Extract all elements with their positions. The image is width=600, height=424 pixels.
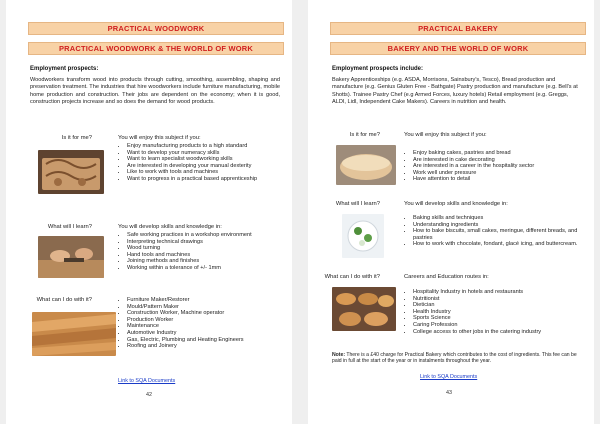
list-item: • Like to work with tools and machines xyxy=(127,169,287,176)
list-item: • Sports Science xyxy=(413,315,595,322)
list-item: • Want to learn specialist woodworking skills xyxy=(127,156,287,163)
list-item: • Roofing and Joinery xyxy=(127,343,292,350)
list-item: • Nutritionist xyxy=(413,296,595,303)
page-right xyxy=(308,0,594,424)
title-banner: PRACTICAL WOODWORK xyxy=(28,22,284,35)
question-what-will-i-learn: What will I learn? xyxy=(335,201,380,207)
q1-intro: You will enjoy this subject if you: xyxy=(118,135,201,141)
subtitle-banner: PRACTICAL WOODWORK & THE WORLD OF WORK xyxy=(28,42,284,55)
note-label: Note: xyxy=(332,352,346,358)
q3-intro: Careers and Education routes in: xyxy=(404,274,489,280)
list-item: • Joining methods and finishes xyxy=(127,258,287,265)
q3-list xyxy=(118,297,292,350)
pastries-photo xyxy=(332,287,396,331)
question-what-will-i-learn: What will I learn? xyxy=(47,224,92,230)
list-item: • Hospitality Industry in hotels and restaurants xyxy=(413,289,595,296)
list-item: • Wood turning xyxy=(127,245,287,252)
list-item: • Automotive Industry xyxy=(127,330,292,337)
question-is-it-for-me: Is it for me? xyxy=(61,135,92,141)
employment-text: Bakery Apprenticeships (e.g. ASDA, Morrisons, Sainsbury's, Tesco), Bread production and manufacture (e.g. Genius Gluten Free - Bathgate) Pastry production and manufacture (e.g. Bell's at Shotts). Trainee Pastry Chef (e.g Armed Forces, luxury hotels) Retail employment (e.g. Greggs, ALDI, Lidl, Independent Cake Makers). Careers in nutrition and health. xyxy=(332,77,578,105)
bakery-fee-note xyxy=(332,352,582,365)
list-item: • Want to progress in a practical based apprenticeship xyxy=(127,176,287,183)
sqa-documents-link[interactable]: Link to SQA Documents xyxy=(118,378,176,384)
list-item: • How to work with chocolate, fondant, glacé icing, and buttercream. xyxy=(413,241,593,248)
question-is-it-for-me: Is it for me? xyxy=(349,132,380,138)
list-item: • Maintenance xyxy=(127,323,292,330)
list-item: • How to bake biscuits, small cakes, meringue, different breads, and pastries xyxy=(413,228,593,241)
note-text: There is a £40 charge for Practical Bakery which contributes to the cost of ingredients. This fee can be paid in full at the start of the year or in instalments throughout the year. xyxy=(332,352,577,365)
woodworking-hands-photo xyxy=(38,236,104,278)
list-item: • Dietician xyxy=(413,302,595,309)
list-item: • Safe working practices in a workshop environment xyxy=(127,232,287,239)
list-item: • Gas, Electric, Plumbing and Heating Engineers xyxy=(127,337,292,344)
list-item: • Interpreting technical drawings xyxy=(127,239,287,246)
page-number: 42 xyxy=(146,392,152,398)
list-item: • Understanding ingredients xyxy=(413,222,593,229)
q2-intro: You will develop skills and knowledge in: xyxy=(118,224,222,230)
q1-list xyxy=(118,143,287,183)
list-item: • Have attention to detail xyxy=(413,176,593,183)
timber-planks-photo xyxy=(32,312,116,356)
q1-list xyxy=(404,150,593,183)
list-item: • Health Industry xyxy=(413,309,595,316)
page-left xyxy=(6,0,292,424)
page-number: 43 xyxy=(446,390,452,396)
list-item: • Working within a tolerance of +/- 1mm xyxy=(127,265,287,272)
list-item: • Want to develop your numeracy skills xyxy=(127,150,287,157)
employment-heading: Employment prospects include: xyxy=(332,66,424,72)
list-item: • Furniture Maker/Restorer xyxy=(127,297,292,304)
list-item: • Baking skills and techniques xyxy=(413,215,593,222)
q1-intro: You will enjoy this subject if you: xyxy=(404,132,487,138)
title-banner: PRACTICAL BAKERY xyxy=(330,22,586,35)
list-item: • Mould/Pattern Maker xyxy=(127,304,292,311)
bread-loaf-photo xyxy=(336,145,396,185)
q2-list xyxy=(118,232,287,272)
q3-list xyxy=(404,289,595,335)
list-item: • Enjoy manufacturing products to a high standard xyxy=(127,143,287,150)
list-item: • Work well under pressure xyxy=(413,170,593,177)
question-what-can-i-do: What can I do with it? xyxy=(324,274,380,280)
employment-heading: Employment prospects: xyxy=(30,66,99,72)
q2-intro: You will develop skills and knowledge in: xyxy=(404,201,508,207)
list-item: • Caring Profession xyxy=(413,322,595,329)
list-item: • College access to other jobs in the catering industry xyxy=(413,329,595,336)
list-item: • Construction Worker, Machine operator xyxy=(127,310,292,317)
list-item: • Are interested in developing your manual dexterity xyxy=(127,163,287,170)
list-item: • Are interested in cake decorating xyxy=(413,157,593,164)
decorated-cake-photo xyxy=(342,214,384,258)
list-item: • Enjoy baking cakes, pastries and bread xyxy=(413,150,593,157)
subtitle-banner: BAKERY AND THE WORLD OF WORK xyxy=(330,42,586,55)
employment-text: Woodworkers transform wood into products through cutting, smoothing, assembling, shaping and preservation treatment. The industries that hire woodworkers include furniture manufacturing, mobile home production and construction. Their jobs are dependent on the economy; when it is good, construction projects increase and so does the demand for wood products. xyxy=(30,77,280,105)
sqa-documents-link[interactable]: Link to SQA Documents xyxy=(420,374,478,380)
list-item: • Production Worker xyxy=(127,317,292,324)
question-what-can-i-do: What can I do with it? xyxy=(36,297,92,303)
carved-wood-photo xyxy=(38,150,104,194)
list-item: • Hand tools and machines xyxy=(127,252,287,259)
list-item: • Are interested in a career in the hospitality sector xyxy=(413,163,593,170)
q2-list xyxy=(404,215,593,248)
